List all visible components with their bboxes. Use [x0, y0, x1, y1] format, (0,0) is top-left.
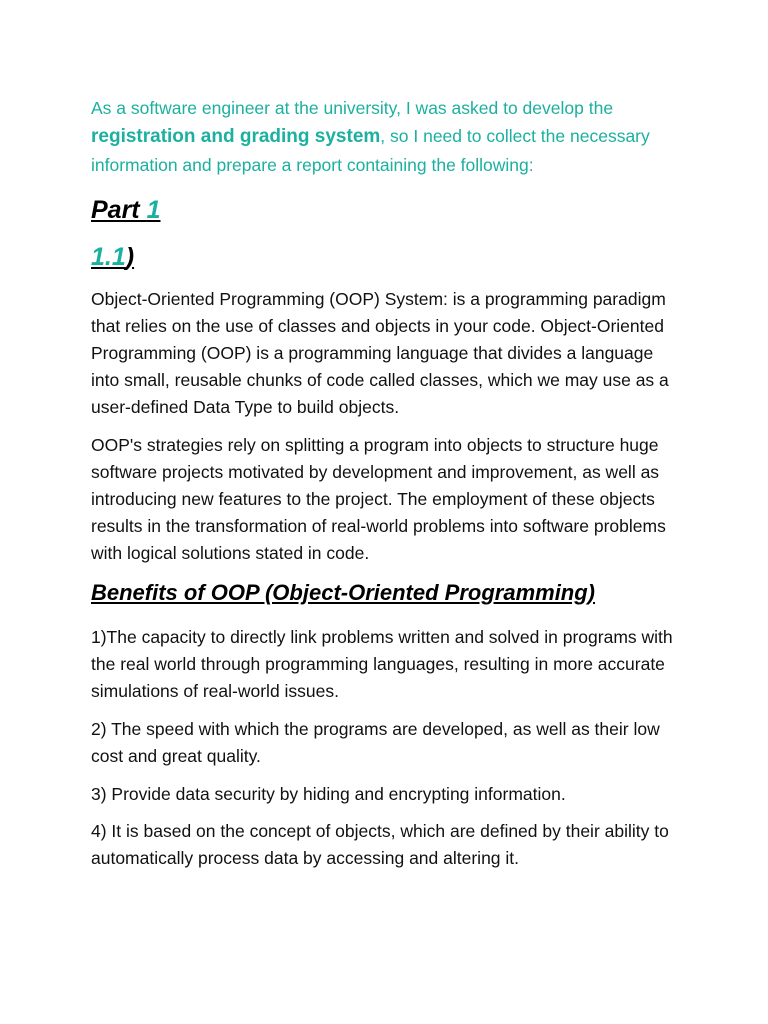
section-heading-suffix: ): [125, 243, 135, 271]
intro-highlight: registration and grading system: [91, 126, 381, 147]
intro-text-after: , so I need to collect the necessary information and prepare a report containing the following:: [91, 126, 650, 175]
intro-text-before: As a software engineer at the university, I was asked to develop the: [91, 98, 614, 118]
section-heading: [91, 243, 134, 272]
part-heading: [91, 196, 161, 225]
intro-paragraph: [91, 94, 691, 179]
section-heading-number: 1.1: [91, 243, 126, 271]
benefit-item-2: 2) The speed with which the programs are developed, as well as their low cost and great quality.: [91, 719, 660, 766]
benefit-item-3: 3) Provide data security by hiding and encrypting information.: [91, 784, 566, 804]
paragraph-oop-strategies: OOP's strategies rely on splitting a program into objects to structure huge software projects motivated by development and improvement, as well as introducing new features to the project. The employment of these objects results in the transformation of real-world problems into software problems with logical solutions stated in code.: [91, 435, 666, 563]
part-heading-number: 1: [146, 196, 161, 224]
benefit-item-4: 4) It is based on the concept of objects, which are defined by their ability to automatically process data by accessing and altering it.: [91, 821, 669, 868]
benefits-heading: Benefits of OOP (Object-Oriented Programming): [91, 580, 596, 605]
part-heading-label: Part: [91, 196, 147, 224]
benefit-item-1: 1)The capacity to directly link problems written and solved in programs with the real world through programming languages, resulting in more accurate simulations of real-world issues.: [91, 627, 673, 701]
paragraph-oop-definition: Object-Oriented Programming (OOP) System: is a programming paradigm that relies on the use of classes and objects in your code. Object-Oriented Programming (OOP) is a programming language that divides a language into small, reusable chunks of code called classes, which we may use as a user-defined Data Type to build objects.: [91, 289, 669, 417]
